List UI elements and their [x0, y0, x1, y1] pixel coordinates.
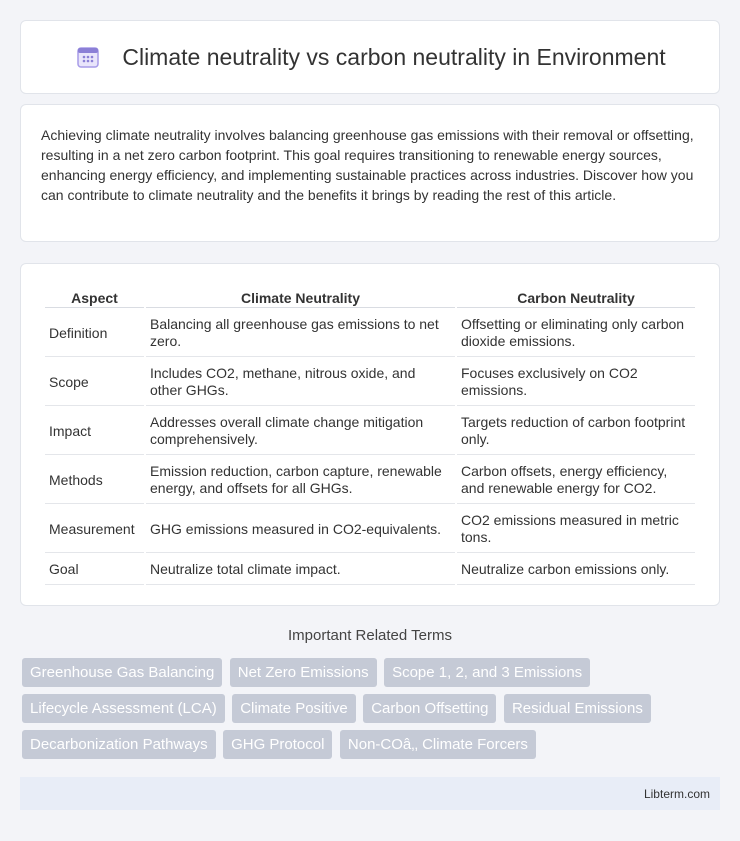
cell-climate: GHG emissions measured in CO2-equivalents. [146, 506, 455, 553]
tag-lifecycle-assessment[interactable]: Lifecycle Assessment (LCA) [22, 694, 225, 723]
page-title: Climate neutrality vs carbon neutrality in Environment [122, 43, 666, 70]
comparison-table [43, 284, 697, 587]
header-carbon-neutrality: Carbon Neutrality [457, 286, 695, 308]
tag-carbon-offsetting[interactable]: Carbon Offsetting [363, 694, 496, 723]
cell-aspect: Impact [45, 408, 144, 455]
footer [20, 777, 720, 810]
intro-card [20, 104, 720, 242]
tag-climate-positive[interactable]: Climate Positive [232, 694, 356, 723]
cell-aspect: Measurement [45, 506, 144, 553]
related-terms-tags [22, 658, 722, 766]
cell-carbon: Offsetting or eliminating only carbon dioxide emissions. [457, 310, 695, 357]
cell-carbon: CO2 emissions measured in metric tons. [457, 506, 695, 553]
table-row [45, 408, 695, 455]
table-header-row [45, 286, 695, 308]
cell-climate: Includes CO2, methane, nitrous oxide, and other GHGs. [146, 359, 455, 406]
footer-site-link[interactable]: Libterm.com [643, 787, 710, 801]
cell-aspect: Methods [45, 457, 144, 504]
comparison-table-card [20, 263, 720, 606]
cell-aspect: Definition [45, 310, 144, 357]
table-row [45, 555, 695, 585]
tag-ghg-protocol[interactable]: GHG Protocol [223, 730, 332, 759]
table-row [45, 310, 695, 357]
tag-greenhouse-gas-balancing[interactable]: Greenhouse Gas Balancing [22, 658, 222, 687]
cell-carbon: Focuses exclusively on CO2 emissions. [457, 359, 695, 406]
cell-aspect: Goal [45, 555, 144, 585]
related-terms-heading: Important Related Terms [288, 627, 452, 644]
cell-aspect: Scope [45, 359, 144, 406]
table-row [45, 506, 695, 553]
tag-net-zero-emissions[interactable]: Net Zero Emissions [230, 658, 377, 687]
tag-scope-emissions[interactable]: Scope 1, 2, and 3 Emissions [384, 658, 590, 687]
header-climate-neutrality: Climate Neutrality [146, 286, 455, 308]
cell-climate: Neutralize total climate impact. [146, 555, 455, 585]
header-aspect: Aspect [45, 286, 144, 308]
cell-climate: Addresses overall climate change mitigation comprehensively. [146, 408, 455, 455]
cell-climate: Balancing all greenhouse gas emissions to net zero. [146, 310, 455, 357]
tag-residual-emissions[interactable]: Residual Emissions [504, 694, 651, 723]
intro-paragraph: Achieving climate neutrality involves balancing greenhouse gas emissions with their removal or offsetting, resulting in a net zero carbon footprint. This goal requires transitioning to renewable energy sources, enhancing energy efficiency, and implementing sustainable practices across industries. Discover how you can contribute to climate neutrality and the benefits it brings by reading the rest of this article. [41, 127, 694, 203]
table-row [45, 457, 695, 504]
cell-carbon: Neutralize carbon emissions only. [457, 555, 695, 585]
title-card [20, 20, 720, 94]
table-row [45, 359, 695, 406]
cell-climate: Emission reduction, carbon capture, renewable energy, and offsets for all GHGs. [146, 457, 455, 504]
tag-decarbonization-pathways[interactable]: Decarbonization Pathways [22, 730, 216, 759]
cell-carbon: Targets reduction of carbon footprint only. [457, 408, 695, 455]
calendar-icon [74, 43, 102, 71]
tag-non-co2-climate-forcers[interactable]: Non-COâ‚‚ Climate Forcers [340, 730, 536, 759]
cell-carbon: Carbon offsets, energy efficiency, and renewable energy for CO2. [457, 457, 695, 504]
